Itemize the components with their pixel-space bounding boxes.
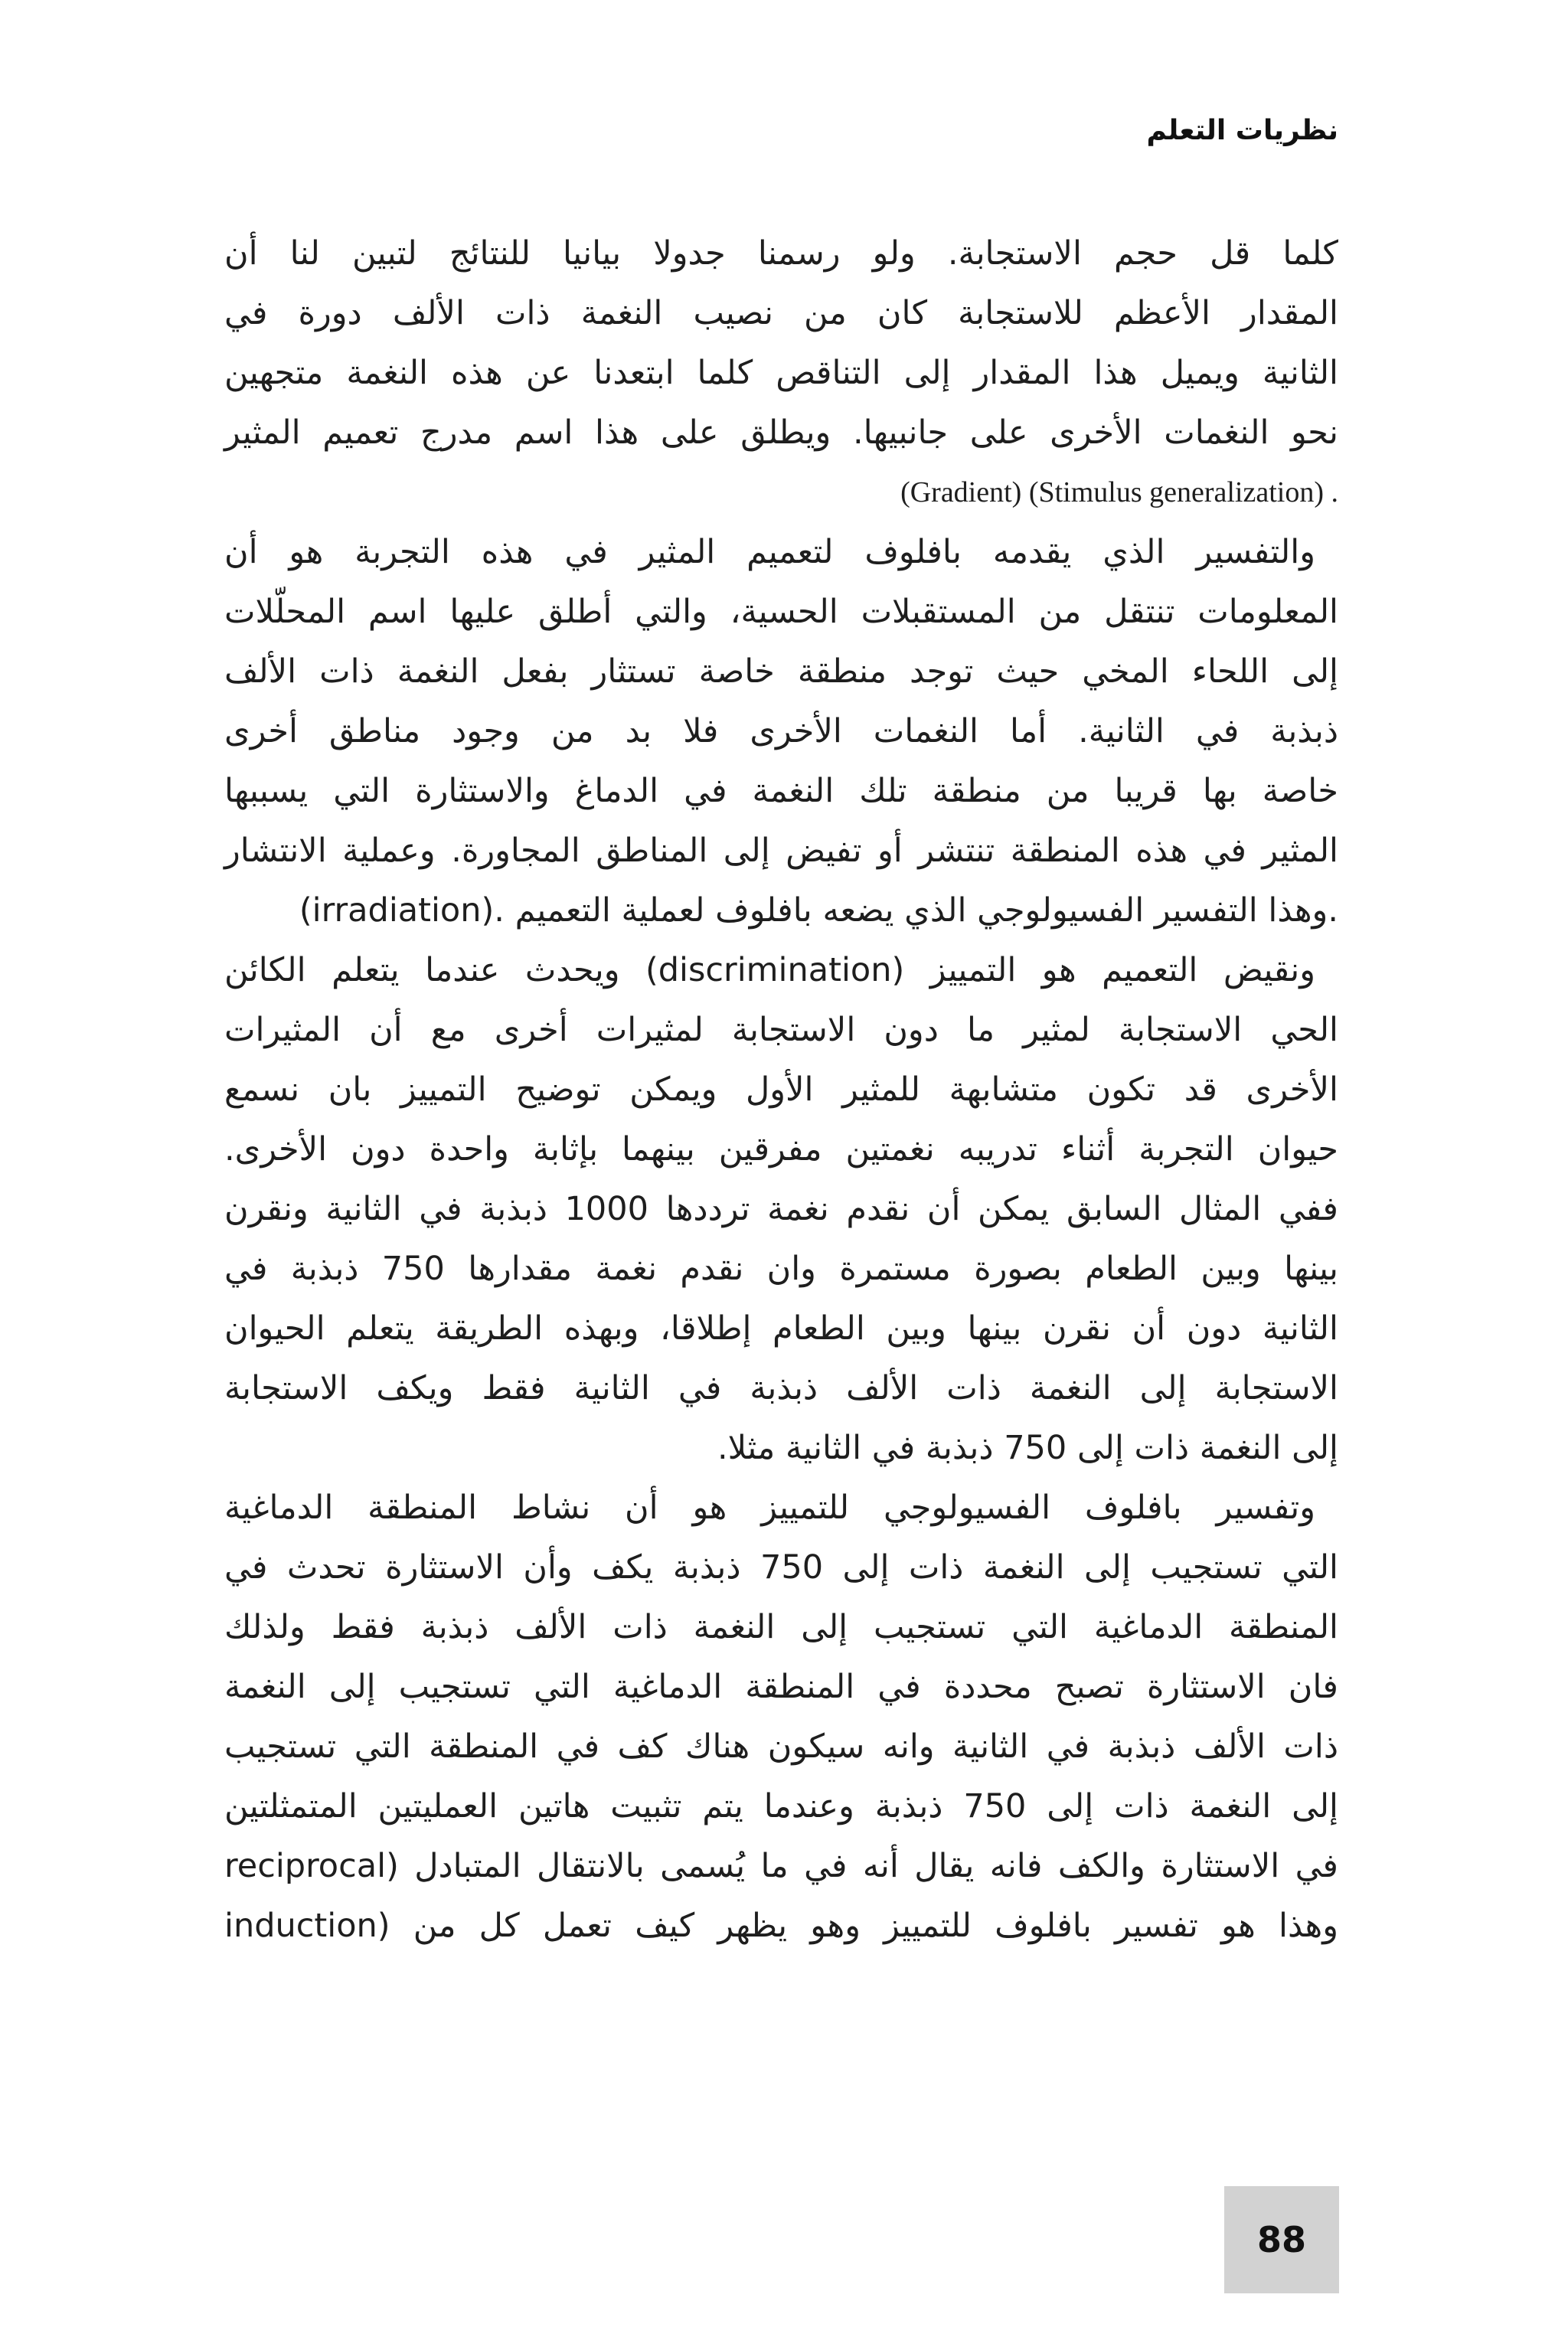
text-line: الحي الاستجابة لمثير ما دون الاستجابة لمثيرات أخرى مع أن المثيرات: [224, 1011, 1338, 1049]
text-line: (Gradient) (Stimulus generalization) .: [900, 476, 1338, 508]
text-line: نحو النغمات الأخرى على جانبيها. ويطلق على هذا اسم مدرج تعميم المثير: [224, 413, 1338, 452]
text-line: الثانية دون أن نقرن بينها وبين الطعام إطلاقا، وبهذه الطريقة يتعلم الحيوان: [224, 1309, 1338, 1348]
text-line: فان الاستثارة تصبح محددة في المنطقة الدماغية التي تستجيب إلى النغمة: [224, 1668, 1338, 1706]
text-line: المقدار الأعظم للاستجابة كان من نصيب النغمة ذات الألف دورة في: [224, 294, 1338, 332]
text-line: المعلومات تنتقل من المستقبلات الحسية، والتي أطلق عليها اسم المحلّلات: [224, 593, 1338, 631]
text-line: ذات الألف ذبذبة في الثانية وانه سيكون هناك كف في المنطقة التي تستجيب: [224, 1727, 1338, 1766]
text-line: بينها وبين الطعام بصورة مستمرة وان نقدم نغمة مقدارها 750 ذبذبة في: [224, 1250, 1338, 1288]
text-line: والتفسير الذي يقدمه بافلوف لتعميم المثير في هذه التجربة هو أن: [224, 533, 1315, 571]
text-line: الأخرى قد تكون متشابهة للمثير الأول ويمكن توضيح التمييز بان نسمع: [224, 1070, 1338, 1109]
text-line: وتفسير بافلوف الفسيولوجي للتمييز هو أن نشاط المنطقة الدماغية: [224, 1489, 1315, 1527]
text-line: المنطقة الدماغية التي تستجيب إلى النغمة ذات الألف ذبذبة فقط ولذلك: [224, 1608, 1338, 1646]
text-line: المثير في هذه المنطقة تنتشر أو تفيض إلى المناطق المجاورة. وعملية الانتشار: [224, 832, 1338, 870]
text-line: induction) وهذا هو تفسير بافلوف للتمييز وهو يظهر كيف تعمل كل من: [224, 1907, 1338, 1945]
body-text: [224, 224, 1338, 1956]
text-line: في الاستثارة والكف فانه يقال أنه في ما يُسمى بالانتقال المتبادل (reciprocal: [224, 1847, 1338, 1885]
running-header: نظريات التعلم: [1146, 115, 1338, 146]
text-line: خاصة بها قريبا من منطقة تلك النغمة في الدماغ والاستثارة التي يسببها: [224, 772, 1338, 810]
text-line: الاستجابة إلى النغمة ذات الألف ذبذبة في الثانية فقط ويكف الاستجابة: [224, 1369, 1338, 1407]
text-line: إلى اللحاء المخي حيث توجد منطقة خاصة تستثار بفعل النغمة ذات الألف: [224, 652, 1338, 691]
text-line: حيوان التجربة أثناء تدريبه نغمتين مفرقين بينهما بإثابة واحدة دون الأخرى.: [224, 1130, 1338, 1168]
text-line: التي تستجيب إلى النغمة ذات إلى 750 ذبذبة يكف وأن الاستثارة تحدث في: [224, 1548, 1338, 1587]
text-line: ونقيض التعميم هو التمييز (discrimination) ويحدث عندما يتعلم الكائن: [224, 951, 1316, 989]
text-line: الثانية ويميل هذا المقدار إلى التناقص كلما ابتعدنا عن هذه النغمة متجهين: [224, 354, 1338, 392]
text-line: إلى النغمة ذات إلى 750 ذبذبة في الثانية مثلا.: [717, 1429, 1338, 1467]
text-line: (irradiation). وهذا التفسير الفسيولوجي الذي يضعه بافلوف لعملية التعميم.: [299, 891, 1338, 930]
page-number: 88: [1256, 2219, 1306, 2260]
text-line: إلى النغمة ذات إلى 750 ذبذبة وعندما يتم تثبيت هاتين العمليتين المتمثلتين: [224, 1787, 1338, 1825]
text-line: ففي المثال السابق يمكن أن نقدم نغمة ترددها 1000 ذبذبة في الثانية ونقرن: [224, 1190, 1338, 1228]
text-line: كلما قل حجم الاستجابة. ولو رسمنا جدولا بيانيا للنتائج لتبين لنا أن: [224, 234, 1338, 273]
page-number-box: [1224, 2186, 1339, 2293]
text-line: ذبذبة في الثانية. أما النغمات الأخرى فلا بد من وجود مناطق أخرى: [224, 712, 1338, 750]
